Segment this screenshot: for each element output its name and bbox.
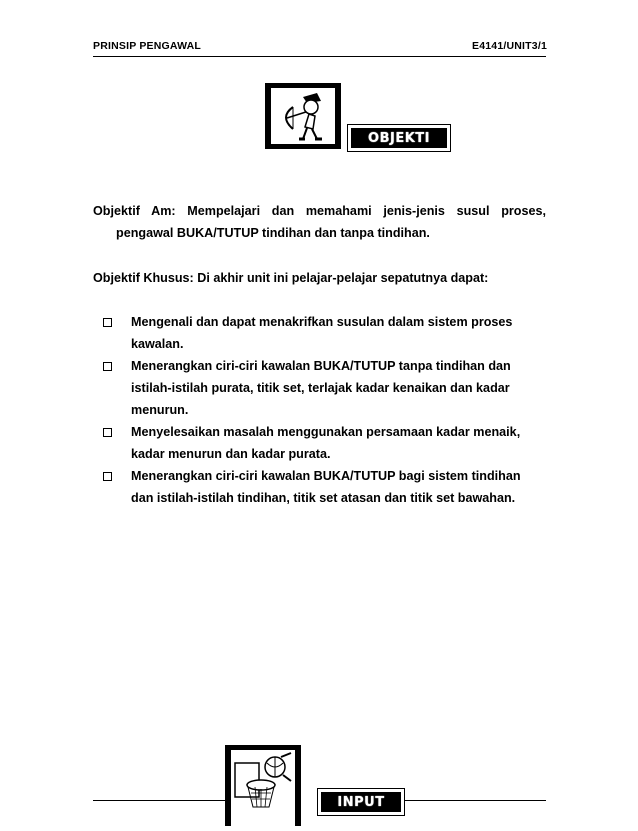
checkbox-bullet-icon <box>103 362 112 371</box>
list-item <box>103 421 543 465</box>
list-item-line: dan istilah-istilah tindihan, titik set atasan dan titik set bawahan. <box>131 491 516 505</box>
list-item-line: Menerangkan ciri-ciri kawalan BUKA/TUTUP tanpa tindihan dan <box>131 359 511 373</box>
input-tag <box>317 788 405 816</box>
list-item <box>103 311 543 355</box>
header-divider <box>93 56 546 57</box>
list-item-line: istilah-istilah purata, titik set, terlajak kadar kenaikan dan kadar <box>131 381 510 395</box>
objektif-tag <box>347 124 451 152</box>
list-item <box>103 465 543 509</box>
footer-divider-right <box>400 800 546 801</box>
list-item-line: kadar menurun dan kadar purata. <box>131 447 331 461</box>
header-title: PRINSIP PENGAWAL <box>93 40 202 52</box>
checkbox-bullet-icon <box>103 472 112 481</box>
list-item-line: Mengenali dan dapat menakrifkan susulan dalam sistem proses <box>131 315 513 329</box>
list-item-line: kawalan. <box>131 337 184 351</box>
objektif-tag-label: OBJEKTI <box>351 128 447 148</box>
objektif-am-line1: Objektif Am: Mempelajari dan memahami jenis-jenis susul proses, <box>93 204 546 218</box>
checkbox-bullet-icon <box>103 428 112 437</box>
list-item-line: menurun. <box>131 403 189 417</box>
list-item-line: Menyelesaikan masalah menggunakan persamaan kadar menaik, <box>131 425 521 439</box>
input-tag-label: INPUT <box>321 792 401 812</box>
list-item <box>103 355 543 421</box>
basketball-cartoon-icon <box>225 745 301 826</box>
footer-divider-left <box>93 800 225 801</box>
objektif-khusus-intro: Objektif Khusus: Di akhir unit ini pelajar-pelajar sepatutnya dapat: <box>93 271 489 285</box>
objektif-am-line2: pengawal BUKA/TUTUP tindihan dan tanpa tindihan. <box>116 226 430 240</box>
archer-cartoon-icon <box>265 83 341 149</box>
objektif-khusus-list <box>103 311 543 509</box>
checkbox-bullet-icon <box>103 318 112 327</box>
header-code: E4141/UNIT3/1 <box>472 40 547 52</box>
list-item-line: Menerangkan ciri-ciri kawalan BUKA/TUTUP bagi sistem tindihan <box>131 469 521 483</box>
